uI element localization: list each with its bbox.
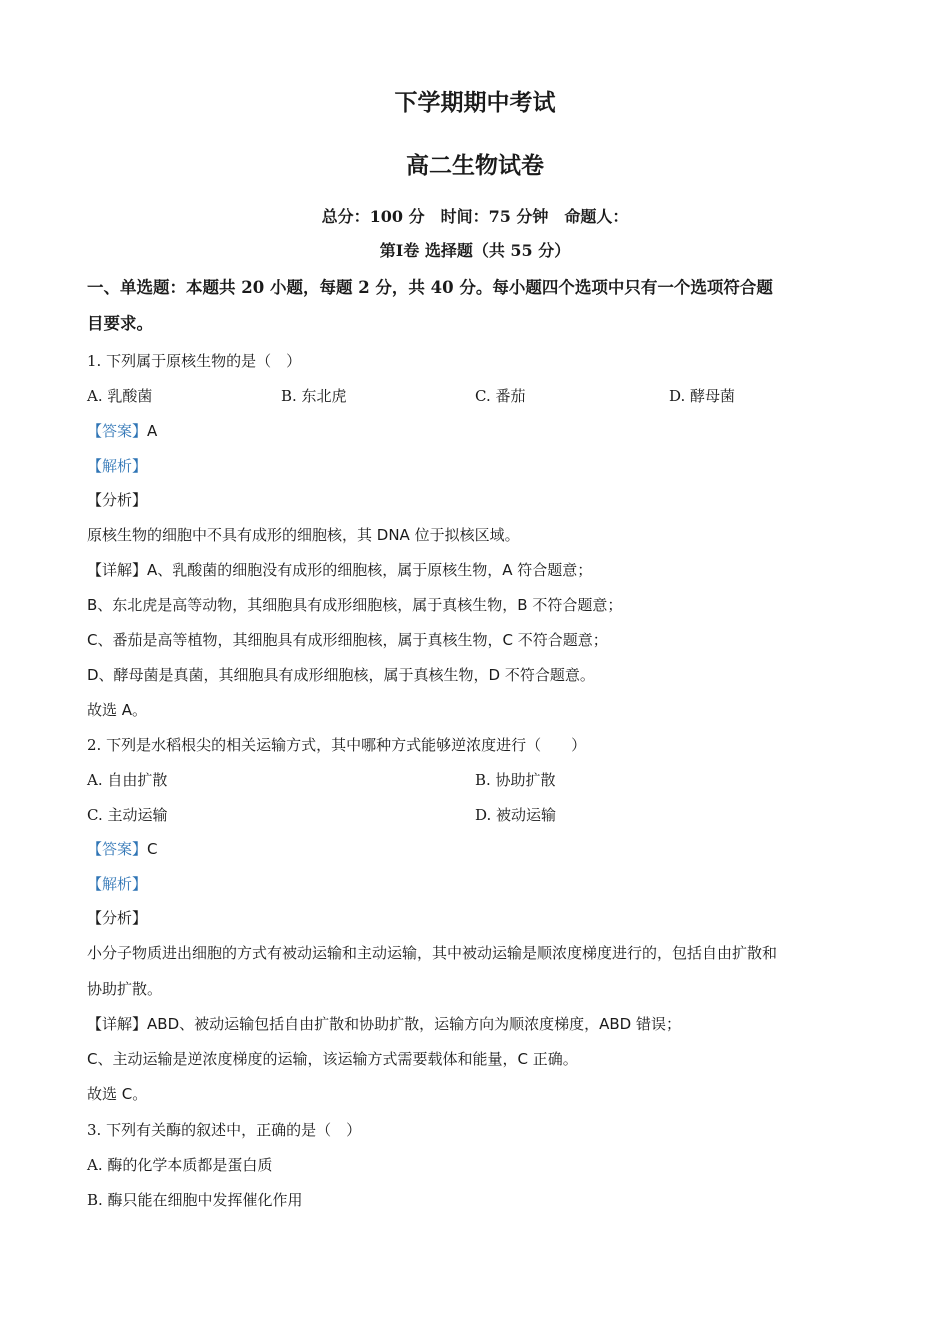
q1-option-a: A. 乳酸菌 [87, 387, 153, 405]
q1-conclusion: 故选 A。 [87, 701, 148, 719]
q2-option-b: B. 协助扩散 [475, 771, 556, 789]
q1-option-b: B. 东北虎 [281, 387, 347, 405]
q1-analysis-label: 【解析】 [87, 457, 148, 475]
answer-label: 【答案】 [87, 422, 148, 440]
q1-fenxi-label: 【分析】 [87, 491, 148, 509]
q2-stem: 2. 下列是水稻根尖的相关运输方式，其中哪种方式能够逆浓度进行（ ） [87, 736, 587, 754]
q2-detail-line2: C、主动运输是逆浓度梯度的运输，该运输方式需要载体和能量，C 正确。 [87, 1050, 578, 1068]
q3-option-a: A. 酶的化学本质都是蛋白质 [87, 1156, 273, 1174]
q1-detail-line4: D、酵母菌是真菌，其细胞具有成形细胞核，属于真核生物，D 不符合题意。 [87, 666, 595, 684]
q2-answer-value: C [147, 840, 158, 858]
q1-detail-text-1: A、乳酸菌的细胞没有成形的细胞核，属于原核生物，A 符合题意； [147, 561, 593, 579]
q2-conclusion: 故选 C。 [87, 1085, 148, 1103]
q2-option-a: A. 自由扩散 [87, 771, 168, 789]
q2-analysis-label: 【解析】 [87, 875, 148, 893]
exam-meta: 总分：100 分 时间：75 分钟 命题人： [321, 207, 629, 226]
q2-fenxi-line1: 小分子物质进出细胞的方式有被动运输和主动运输，其中被动运输是顺浓度梯度进行的，包括自由扩散和 [87, 944, 778, 962]
detail-label: 【详解】 [87, 561, 148, 579]
q3-stem: 3. 下列有关酶的叙述中，正确的是（ ） [87, 1121, 362, 1139]
q1-detail-line2: B、东北虎是高等动物，其细胞具有成形细胞核，属于真核生物，B 不符合题意； [87, 596, 623, 614]
q1-detail-line3: C、番茄是高等植物，其细胞具有成形细胞核，属于真核生物，C 不符合题意； [87, 631, 608, 649]
q1-option-d: D. 酵母菌 [669, 387, 736, 405]
q2-option-c: C. 主动运输 [87, 806, 168, 824]
q2-fenxi-label: 【分析】 [87, 909, 148, 927]
volume-heading: 第Ⅰ卷 选择题（共 55 分） [379, 241, 571, 260]
answer-label: 【答案】 [87, 840, 148, 858]
q1-fenxi-text: 原核生物的细胞中不具有成形的细胞核，其 DNA 位于拟核区域。 [87, 526, 520, 544]
exam-title: 下学期期中考试 [394, 89, 556, 116]
section-heading-line2: 目要求。 [87, 314, 153, 333]
q2-detail-text-1: ABD、被动运输包括自由扩散和协助扩散，运输方向为顺浓度梯度，ABD 错误； [147, 1015, 681, 1033]
q1-detail-line1 [87, 560, 592, 580]
q3-option-b: B. 酶只能在细胞中发挥催化作用 [87, 1191, 303, 1209]
q1-stem: 1. 下列属于原核生物的是（ ） [87, 352, 302, 370]
q1-answer-value: A [147, 422, 158, 440]
exam-subtitle: 高二生物试卷 [406, 152, 544, 179]
q2-detail-line1 [87, 1014, 681, 1034]
q2-answer [87, 839, 158, 859]
q2-fenxi-line2: 协助扩散。 [87, 980, 163, 998]
section-heading-line1: 一、单选题：本题共 20 小题，每题 2 分，共 40 分。每小题四个选项中只有一个选项符合题 [87, 278, 773, 297]
q1-answer [87, 421, 157, 441]
detail-label: 【详解】 [87, 1015, 148, 1033]
q1-option-c: C. 番茄 [475, 387, 526, 405]
q2-option-d: D. 被动运输 [475, 806, 557, 824]
